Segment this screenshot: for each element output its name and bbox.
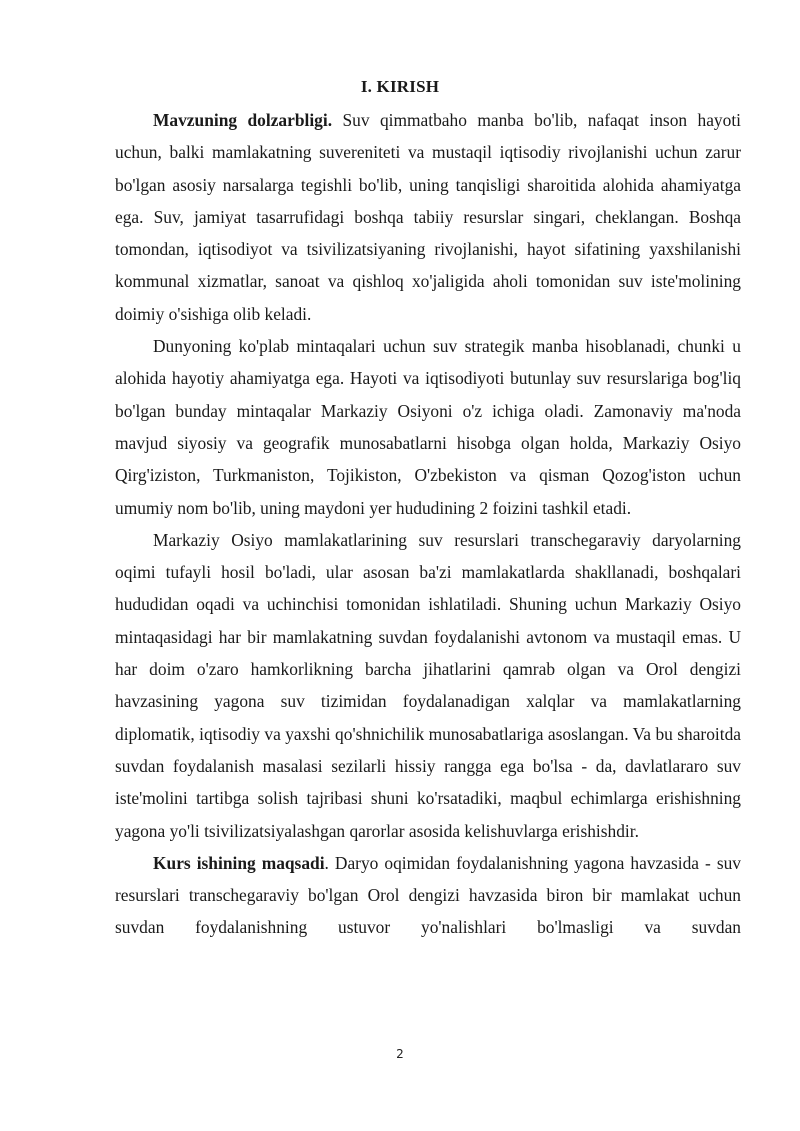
paragraph-lead: Mavzuning dolzarbligi. bbox=[153, 110, 333, 130]
paragraph-text: Dunyoning ko'plab mintaqalari uchun suv strategik manba hisoblanadi, chunki u alohida hayotiy ahamiyatga ega. Hayoti va iqtisodiyoti butunlay suv resurslariga bog'liq bo'lgan bunday mintaqalar Markaziy Osiyoni o'z ichiga oladi. Zamonaviy ma'noda mavjud siyosiy va geografik munosabatlarni hisobga olgan holda, Markaziy Osiyo Qirg'iziston, Turkmaniston, Tojikiston, O'zbekiston va qisman Qozog'iston uchun umumiy nom bo'lib, uning maydoni yer hududining 2 foizini tashkil etadi. bbox=[115, 336, 741, 518]
paragraph-lead: Kurs ishining maqsadi bbox=[153, 852, 325, 873]
paragraph-relevance bbox=[115, 104, 741, 330]
paragraph-strategic-resource bbox=[115, 330, 741, 524]
section-heading: I. KIRISH bbox=[360, 77, 440, 96]
paragraph-transboundary-rivers bbox=[115, 524, 741, 847]
paragraph-course-goal bbox=[115, 847, 741, 944]
body-text bbox=[115, 104, 741, 944]
paragraph-text: . Daryo oqimidan foydalanishning yagona havzasida - suv resurslari transchegaraviy bo'lgan Orol dengizi havzasida biron bir mamlakat uchun suvdan foydalanishning ustuvor yo'nalishlari bo'lmasligi va suvdan bbox=[115, 852, 741, 938]
paragraph-text: Markaziy Osiyo mamlakatlarining suv resurslari transchegaraviy daryolarning oqimi tufayli hosil bo'ladi, ular asosan ba'zi mamlakatlarda shakllanadi, boshqalari hududidan oqadi va uchinchisi tomonidan ishlatiladi. Shuning uchun Markaziy Osiyo mintaqasidagi har bir mamlakatning suvdan foydalanishi avtonom va mustaqil emas. U har doim o'zaro hamkorlikning barcha jihatlarini qamrab olgan va Orol dengizi havzasining yagona suv tizimidan foydalanadigan xalqlar va mamlakatlarning diplomatik, iqtisodiy va yaxshi qo'shnichilik munosabatlariga asoslangan. Va bu sharoitda suvdan foydalanish masalasi sezilarli hissiy rangga ega bo'lsa - da, davlatlararo suv iste'molini tartibga solish tajribasi shuni ko'rsatadiki, maqbul echimlarga erishishning yagona yo'li tsivilizatsiyalashgan qarorlar asosida kelishuvlarga erishishdir. bbox=[115, 529, 741, 841]
page-number: 2 bbox=[396, 1047, 404, 1061]
paragraph-text: Suv qimmatbaho manba bo'lib, nafaqat inson hayoti uchun, balki mamlakatning suvereniteti va mustaqil iqtisodiy rivojlanishi uchun zarur bo'lgan asosiy narsalarga tegishli bo'lib, uning tanqisligi sharoitida alohida ahamiyatga ega. Suv, jamiyat tasarrufidagi boshqa tabiiy resurslar singari, cheklangan. Boshqa tomondan, iqtisodiyot va tsivilizatsiyaning rivojlanishi, hayot sifatining yaxshilanishi kommunal xizmatlar, sanoat va qishloq xo'jaligida aholi tomonidan suv iste'molining doimiy o'sishiga olib keladi. bbox=[115, 110, 741, 324]
